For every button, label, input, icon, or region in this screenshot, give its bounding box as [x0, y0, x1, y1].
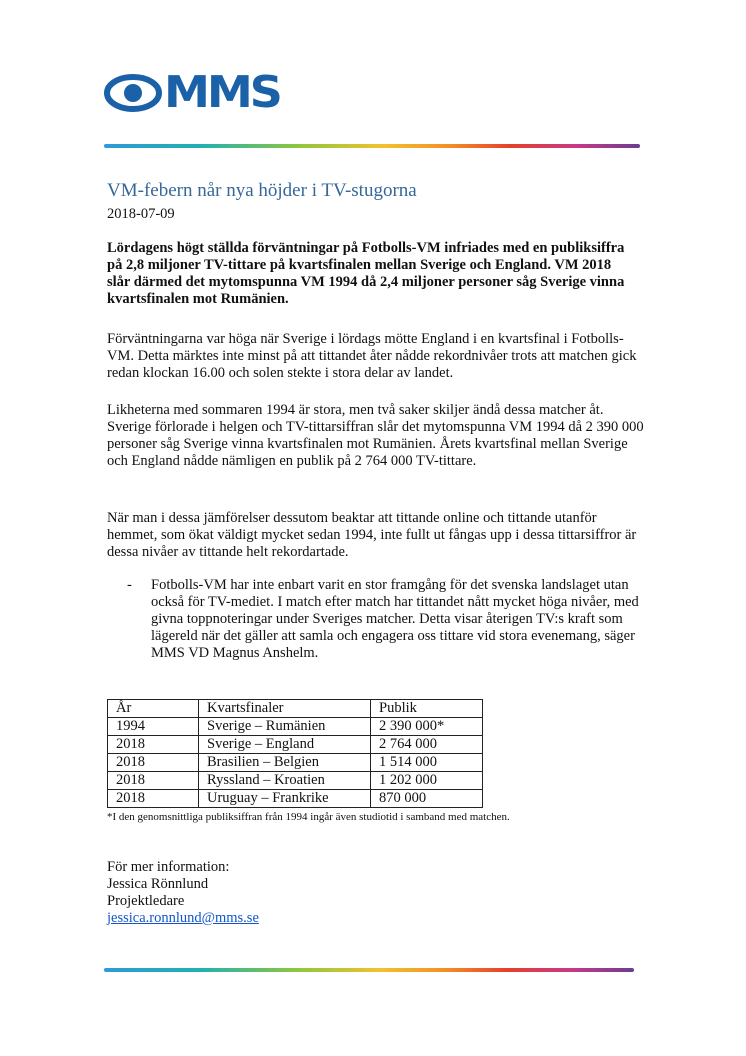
quote-text: Fotbolls-VM har inte enbart varit en stor framgång för det svenska landslaget utan också för TV-mediet. I match efter match har tittandet nått mycket höga nivåer, med givna toppnoteringar under Sveriges matcher. Detta visar återigen TV:s kraft som lägereld när det gäller att samla och engagera oss tittare vid stora evenemang, säger MMS VD Magnus Anshelm.	[151, 577, 639, 661]
page-title: VM-febern når nya höjder i TV-stugorna	[107, 180, 417, 201]
top-divider	[104, 144, 640, 148]
cell-match: Uruguay – Frankrike	[199, 790, 371, 808]
quote-list-item	[107, 577, 647, 662]
header-audience: Publik	[371, 700, 483, 718]
cell-year: 1994	[108, 718, 199, 736]
eye-icon	[104, 74, 162, 112]
cell-match: Ryssland – Kroatien	[199, 772, 371, 790]
body-paragraph: Förväntningarna var höga när Sverige i lördags mötte England i en kvartsfinal i Fotbolls-VM. Detta märktes inte minst på att tittandet åter nådde rekordnivåer trots att matchen gick redan klockan 16.00 och solen stekte i stora delar av landet.	[107, 331, 637, 381]
header-year: År	[108, 700, 199, 718]
bottom-divider	[104, 968, 634, 972]
table-row	[108, 736, 483, 754]
publish-date: 2018-07-09	[107, 206, 175, 222]
logo-wordmark: MMS	[164, 67, 280, 118]
table-header-row	[108, 700, 483, 718]
header-match: Kvartsfinaler	[199, 700, 371, 718]
cell-audience: 1 202 000	[371, 772, 483, 790]
contact-block	[107, 859, 259, 927]
cell-match: Brasilien – Belgien	[199, 754, 371, 772]
cell-match: Sverige – England	[199, 736, 371, 754]
contact-role: Projektledare	[107, 893, 185, 909]
cell-year: 2018	[108, 754, 199, 772]
list-dash: -	[127, 577, 132, 593]
table-row	[108, 772, 483, 790]
contact-name: Jessica Rönnlund	[107, 876, 209, 892]
contact-email-link[interactable]: jessica.ronnlund@mms.se	[107, 910, 259, 926]
cell-year: 2018	[108, 772, 199, 790]
cell-year: 2018	[108, 736, 199, 754]
viewers-table	[107, 699, 483, 808]
table-row	[108, 790, 483, 808]
table-footnote: *I den genomsnittliga publiksiffran från 1994 ingår även studiotid i samband med matchen.	[107, 811, 510, 823]
body-paragraph: När man i dessa jämförelser dessutom beaktar att tittande online och tittande utanför hemmet, som ökat väldigt mycket sedan 1994, inte fullt ut fångas upp i dessa tittarsiffror är dessa nivåer av tittande helt rekordartade.	[107, 510, 637, 560]
table-row	[108, 718, 483, 736]
body-paragraph: Likheterna med sommaren 1994 är stora, men två saker skiljer ändå dessa matcher åt. Sverige förlorade i helgen och TV-tittarsiffran slår det mytomspunna VM 1994 då 2 390 000 personer såg Sverige vinna kvartsfinalen mot Rumänien. Årets kvartsfinal mellan Sverige och England nådde nämligen en publik på 2 764 000 TV-tittare.	[107, 402, 644, 469]
contact-heading: För mer information:	[107, 859, 230, 875]
cell-audience: 2 764 000	[371, 736, 483, 754]
table-row	[108, 754, 483, 772]
cell-audience: 870 000	[371, 790, 483, 808]
cell-audience: 1 514 000	[371, 754, 483, 772]
mms-logo	[104, 67, 280, 118]
cell-year: 2018	[108, 790, 199, 808]
lead-paragraph: Lördagens högt ställda förväntningar på Fotbolls-VM infriades med en publiksiffra på 2,8 miljoner TV-tittare på kvartsfinalen mellan Sverige och England. VM 2018 slår därmed det mytomspunna VM 1994 då 2,4 miljoner personer såg Sverige vinna kvartsfinalen mot Rumänien.	[107, 240, 625, 307]
cell-audience: 2 390 000*	[371, 718, 483, 736]
cell-match: Sverige – Rumänien	[199, 718, 371, 736]
